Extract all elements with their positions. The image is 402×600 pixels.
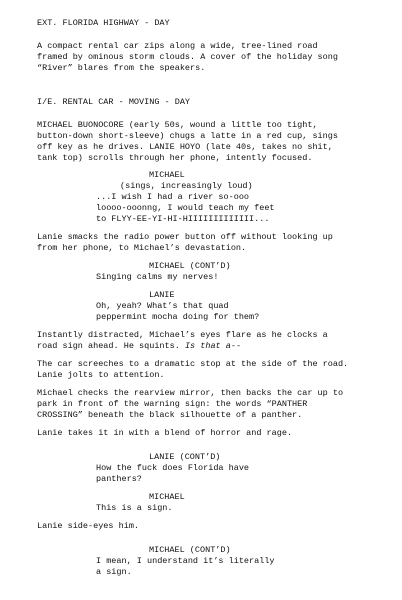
character-name: MICHAEL — [149, 492, 185, 502]
dialogue-line: panthers? — [96, 474, 142, 484]
character-name: LANIE — [149, 290, 175, 300]
character-name: MICHAEL — [149, 170, 185, 180]
character-name: MICHAEL (CONT’D) — [149, 261, 231, 271]
action-line: Lanie jolts to attention. — [37, 370, 165, 380]
action-line: tank top) scrolls through her phone, intently focused. — [37, 153, 313, 163]
dialogue-line: Singing calms my nerves! — [96, 272, 219, 282]
action-line: park in front of the warning sign: the words “PANTHER — [37, 399, 308, 409]
action-line: CROSSING” beneath the black silhouette of a panther. — [37, 410, 303, 420]
scene-heading: EXT. FLORIDA HIGHWAY - DAY — [37, 18, 170, 28]
dialogue-line: a sign. — [96, 567, 132, 577]
action-line: “River” blares from the speakers. — [37, 63, 206, 73]
dialogue-line: loooo-ooonng, I would teach my feet — [96, 203, 275, 213]
action-line: A compact rental car zips along a wide, tree-lined road — [37, 41, 318, 51]
action-line — [37, 341, 241, 351]
dialogue-line: Oh, yeah? What’s that quad — [96, 301, 229, 311]
action-line: Lanie side-eyes him. — [37, 521, 140, 531]
character-name: MICHAEL (CONT’D) — [149, 545, 231, 555]
action-line: Lanie takes it in with a blend of horror and rage. — [37, 428, 293, 438]
action-line: from her phone, to Michael’s devastation. — [37, 243, 247, 253]
dialogue-line: peppermint mocha doing for them? — [96, 312, 260, 322]
action-line: Instantly distracted, Michael’s eyes flare as he clocks a — [37, 330, 328, 340]
action-line: off key as he drives. LANIE HOYO (late 40s, takes no shit, — [37, 142, 333, 152]
character-name: LANIE (CONT’D) — [149, 452, 221, 462]
action-line: The car screeches to a dramatic stop at the side of the road. — [37, 359, 349, 369]
dialogue-line: to FLYY-EE-YI-HI-HIIIIIIIIIIIII... — [96, 214, 270, 224]
dialogue-line: ...I wish I had a river so-ooo — [96, 192, 250, 202]
action-line: Lanie smacks the radio power button off without looking up — [37, 232, 333, 242]
action-line: framed by ominous storm clouds. A cover of the holiday song — [37, 52, 338, 62]
action-line: MICHAEL BUONOCORE (early 50s, wound a little too tight, — [37, 120, 318, 130]
action-text: road sign ahead. He squints. — [37, 341, 185, 351]
dialogue-line: How the fuck does Florida have — [96, 463, 250, 473]
action-line: button-down short-sleeve) chugs a latte in a red cup, sings — [37, 131, 338, 141]
dialogue-line: This is a sign. — [96, 503, 173, 513]
dialogue-line: I mean, I understand it’s literally — [96, 556, 275, 566]
action-text-italic: Is that a-- — [184, 341, 242, 351]
action-line: Michael checks the rearview mirror, then backs the car up to — [37, 388, 344, 398]
scene-heading: I/E. RENTAL CAR - MOVING - DAY — [37, 97, 191, 107]
parenthetical: (sings, increasingly loud) — [120, 181, 253, 191]
